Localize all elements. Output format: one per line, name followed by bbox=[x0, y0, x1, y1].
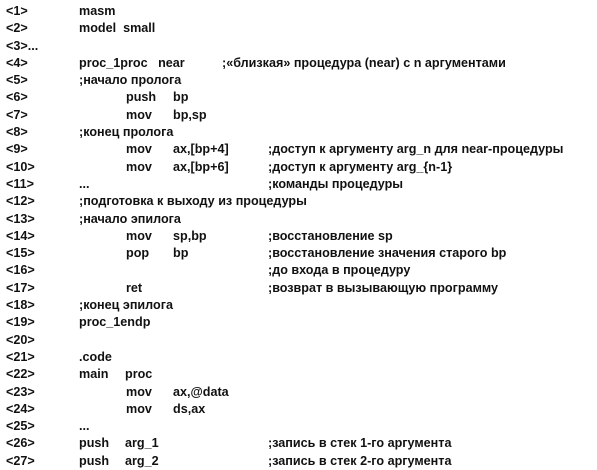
code-line bbox=[0, 193, 597, 210]
line-number: <23> bbox=[6, 384, 35, 399]
code-token: mov bbox=[126, 384, 152, 399]
line-number: <26> bbox=[6, 436, 35, 451]
line-number: <14> bbox=[6, 228, 35, 243]
code-token: mov bbox=[126, 159, 152, 174]
line-number: <27> bbox=[6, 453, 35, 468]
line-number: <19> bbox=[6, 315, 35, 330]
line-number: <16> bbox=[6, 263, 35, 278]
code-line bbox=[0, 107, 597, 124]
code-line bbox=[0, 176, 597, 193]
code-token: pop bbox=[126, 246, 150, 261]
line-number: <17> bbox=[6, 280, 35, 295]
code-comment: ;конец пролога bbox=[79, 125, 174, 140]
code-comment: ;доступ к аргументу arg_{n-1} bbox=[268, 159, 453, 174]
line-number: <18> bbox=[6, 298, 35, 313]
code-line bbox=[0, 384, 597, 401]
code-line bbox=[0, 349, 597, 366]
line-number: <1> bbox=[6, 4, 28, 18]
code-comment: ;команды процедуры bbox=[268, 176, 404, 191]
line-number: <7> bbox=[6, 107, 28, 122]
code-comment: ;начало эпилога bbox=[79, 211, 181, 226]
code-token: proc_1endp bbox=[79, 315, 151, 330]
line-number: <8> bbox=[6, 125, 28, 140]
code-comment: ;конец эпилога bbox=[79, 298, 173, 313]
code-comment: ;восстановление значения старого bp bbox=[268, 246, 507, 261]
code-line bbox=[0, 280, 597, 297]
code-comment: ;«близкая» процедура (near) с n аргументами bbox=[222, 55, 506, 70]
line-number: <6> bbox=[6, 90, 28, 105]
code-line bbox=[0, 55, 597, 72]
code-comment: ;возврат в вызывающую программу bbox=[268, 280, 499, 295]
code-token: arg_1 bbox=[125, 436, 159, 451]
code-line bbox=[0, 366, 597, 383]
code-token: ret bbox=[126, 280, 143, 295]
code-token: bp,sp bbox=[173, 107, 207, 122]
code-line bbox=[0, 3, 597, 20]
code-line bbox=[0, 401, 597, 418]
code-comment: ;восстановление sp bbox=[268, 228, 393, 243]
code-line bbox=[0, 228, 597, 245]
code-token: mov bbox=[126, 142, 152, 157]
line-number: <4> bbox=[6, 55, 28, 70]
line-number: <22> bbox=[6, 367, 35, 382]
line-number: <21> bbox=[6, 349, 35, 364]
code-token: masm bbox=[79, 4, 116, 18]
code-token: proc bbox=[125, 367, 153, 382]
code-token: .code bbox=[79, 349, 112, 364]
code-token: proc_1proc near bbox=[79, 55, 185, 70]
line-number: <24> bbox=[6, 401, 35, 416]
code-line bbox=[0, 141, 597, 158]
line-number: <15> bbox=[6, 246, 35, 261]
code-token: ... bbox=[79, 419, 90, 434]
code-line bbox=[0, 159, 597, 176]
code-token: mov bbox=[126, 401, 152, 416]
line-number: <25> bbox=[6, 419, 35, 434]
code-token: push bbox=[79, 436, 110, 451]
line-number: <12> bbox=[6, 194, 35, 209]
line-number: <2> bbox=[6, 21, 28, 36]
code-token: bp bbox=[173, 246, 189, 261]
code-token: sp,bp bbox=[173, 228, 207, 243]
code-listing bbox=[0, 3, 597, 470]
code-token: push bbox=[79, 453, 110, 468]
code-line bbox=[0, 297, 597, 314]
line-number: <5> bbox=[6, 73, 28, 88]
code-token: mov bbox=[126, 228, 152, 243]
code-line bbox=[0, 262, 597, 279]
line-number: <11> bbox=[6, 176, 35, 191]
code-token: model small bbox=[79, 21, 156, 36]
code-line bbox=[0, 332, 597, 349]
code-comment: ;до входа в процедуру bbox=[268, 263, 411, 278]
code-line bbox=[0, 314, 597, 331]
code-line bbox=[0, 418, 597, 435]
code-line bbox=[0, 72, 597, 89]
code-token: push bbox=[126, 90, 157, 105]
code-comment: ;запись в стек 1-го аргумента bbox=[268, 436, 452, 451]
line-number: <9> bbox=[6, 142, 28, 157]
code-token: ds,ax bbox=[173, 401, 206, 416]
code-line bbox=[0, 20, 597, 37]
code-line bbox=[0, 211, 597, 228]
code-token: arg_2 bbox=[125, 453, 159, 468]
line-number: <13> bbox=[6, 211, 35, 226]
code-token: bp bbox=[173, 90, 189, 105]
code-comment: ;доступ к аргументу arg_n для near-процедуры bbox=[268, 142, 564, 157]
code-comment: ;подготовка к выходу из процедуры bbox=[79, 194, 307, 209]
line-number: <20> bbox=[6, 332, 35, 347]
code-comment: ;начало пролога bbox=[79, 73, 182, 88]
line-number: <3>... bbox=[6, 38, 39, 53]
code-comment: ;запись в стек 2-го аргумента bbox=[268, 453, 452, 468]
code-line bbox=[0, 245, 597, 262]
code-token: ... bbox=[79, 176, 90, 191]
code-line bbox=[0, 124, 597, 141]
code-line bbox=[0, 435, 597, 452]
code-token: ax,[bp+6] bbox=[173, 159, 229, 174]
code-token: ax,[bp+4] bbox=[173, 142, 229, 157]
code-token: main bbox=[79, 367, 109, 382]
code-line bbox=[0, 38, 597, 55]
code-token: mov bbox=[126, 107, 152, 122]
code-line bbox=[0, 453, 597, 470]
code-token: ax,@data bbox=[173, 384, 229, 399]
line-number: <10> bbox=[6, 159, 35, 174]
code-line bbox=[0, 89, 597, 106]
